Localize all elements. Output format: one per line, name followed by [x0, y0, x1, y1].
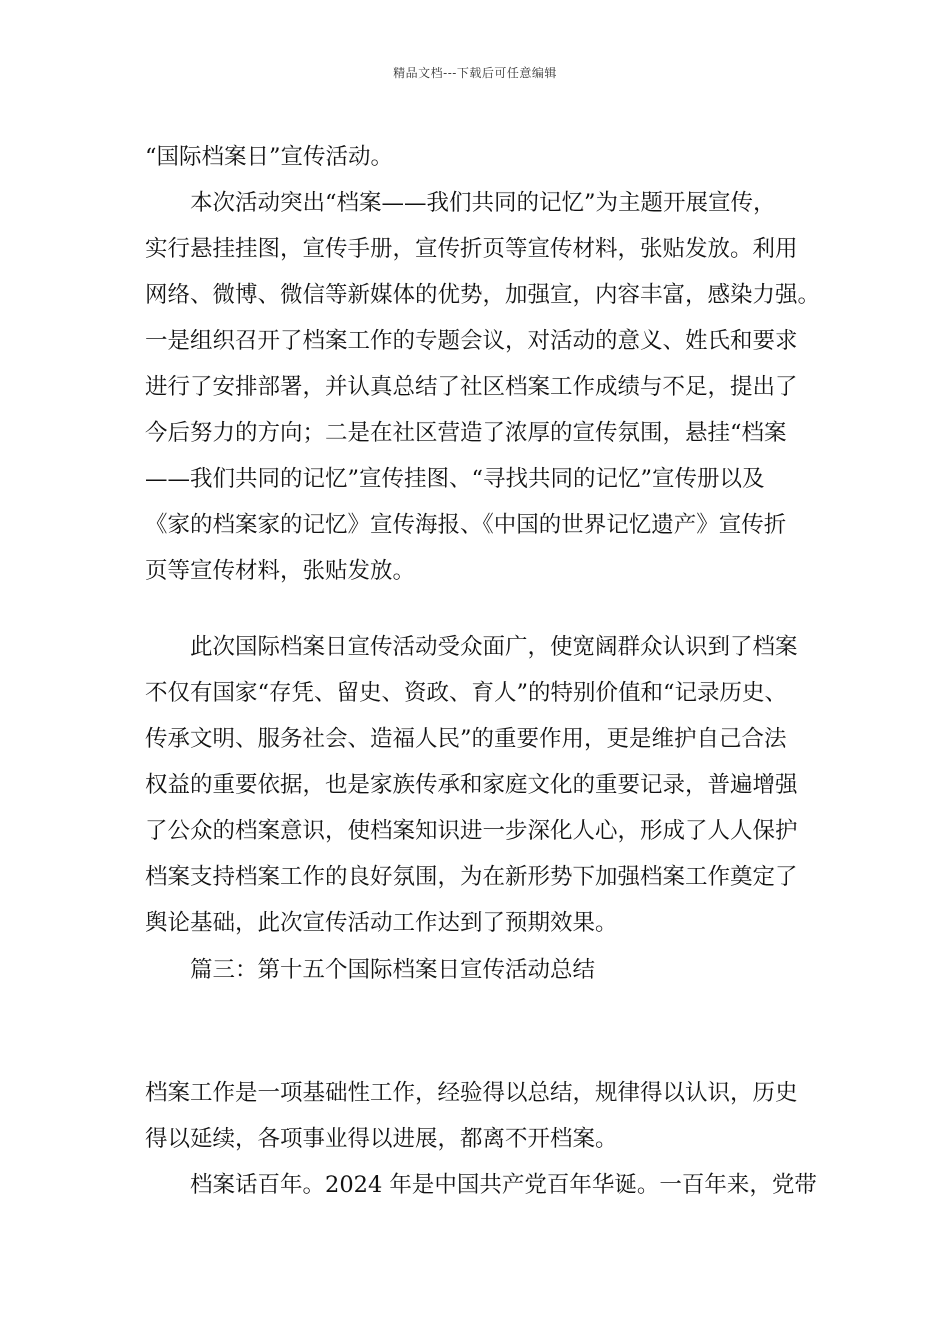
text-line: 页等宣传材料，张贴发放。 [145, 558, 416, 584]
paragraph-start-line: 档案话百年。2024 年是中国共产党百年华诞。一百年来，党带 [190, 1172, 817, 1198]
text-line: 《家的档案家的记忆》宣传海报、《中国的世界记忆遗产》宣传折 [145, 512, 787, 538]
text-line: 进行了安排部署，并认真总结了社区档案工作成绩与不足，提出了 [145, 374, 798, 400]
text-line: 了公众的档案意识，使档案知识进一步深化人心，形成了人人保护 [145, 818, 798, 844]
text-line: ——我们共同的记忆”宣传挂图、“寻找共同的记忆”宣传册以及 [145, 466, 765, 492]
text-line: 今后努力的方向；二是在社区营造了浓厚的宣传氛围，悬挂“档案 [145, 420, 787, 446]
text-line: 档案支持档案工作的良好氛围，为在新形势下加强档案工作奠定了 [145, 864, 798, 890]
section-heading: 篇三：第十五个国际档案日宣传活动总结 [190, 957, 596, 983]
text-line: 不仅有国家“存凭、留史、资政、育人”的特别价值和“记录历史、 [145, 680, 788, 706]
text-line: 一是组织召开了档案工作的专题会议，对活动的意义、姓氏和要求 [145, 328, 798, 354]
text-line: 实行悬挂挂图，宣传手册，宣传折页等宣传材料，张贴发放。利用 [145, 236, 798, 262]
text-line: 权益的重要依据，也是家族传承和家庭文化的重要记录，普遍增强 [145, 772, 798, 798]
text-line: 舆论基础，此次宣传活动工作达到了预期效果。 [145, 910, 618, 936]
text-line: 档案工作是一项基础性工作，经验得以总结，规律得以认识，历史 [145, 1080, 798, 1106]
page-header: 精品文档---下载后可任意编辑 [393, 66, 557, 80]
paragraph-start-line: 此次国际档案日宣传活动受众面广，使宽阔群众认识到了档案 [190, 634, 798, 660]
text-line: 得以延续，各项事业得以进展，都离不开档案。 [145, 1126, 618, 1152]
text-line: “国际档案日”宣传活动。 [145, 144, 394, 170]
text-line: 传承文明、服务社会、造福人民”的重要作用，更是维护自己合法 [145, 726, 787, 752]
paragraph-start-line: 本次活动突出“档案——我们共同的记忆”为主题开展宣传， [190, 190, 776, 216]
text-line: 网络、微博、微信等新媒体的优势，加强宣，内容丰富，感染力强。 [145, 282, 821, 308]
